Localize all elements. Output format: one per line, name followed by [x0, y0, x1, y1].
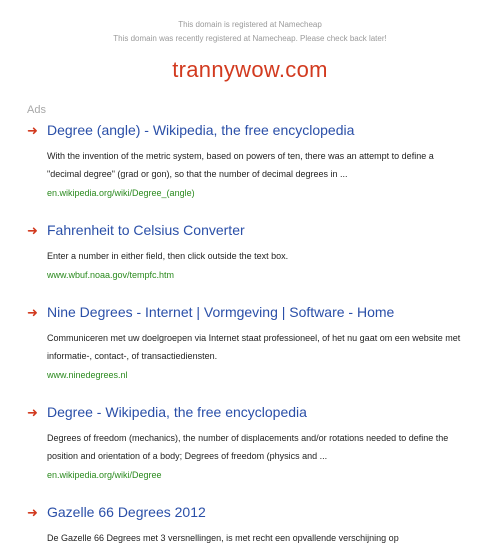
ads-list	[27, 121, 500, 547]
ad-title-link[interactable]: Degree - Wikipedia, the free encyclopedia	[47, 404, 307, 420]
registration-subnotice: This domain was recently registered at Namecheap. Please check back later!	[113, 34, 387, 43]
arrow-right-icon: ➜	[27, 305, 38, 320]
ad-url-link[interactable]: en.wikipedia.org/wiki/Degree_(angle)	[47, 188, 195, 198]
ad-description: Enter a number in either field, then click outside the text box.	[47, 251, 289, 261]
arrow-right-icon: ➜	[27, 405, 38, 420]
arrow-right-icon: ➜	[27, 505, 38, 520]
ad-item	[27, 503, 500, 547]
ad-url-link[interactable]: en.wikipedia.org/wiki/Degree	[47, 470, 162, 480]
ad-url-link[interactable]: www.ninedegrees.nl	[47, 370, 128, 380]
domain-title: trannywow.com	[172, 57, 328, 82]
arrow-right-icon: ➜	[27, 123, 38, 138]
ad-url-link[interactable]: www.wbuf.noaa.gov/tempfc.htm	[47, 270, 175, 280]
ad-description: Communiceren met uw doelgroepen via Internet staat professioneel, of het nu gaat om een website met informatie-, contact-, of transactiediensten.	[47, 333, 461, 361]
ad-title-link[interactable]: Fahrenheit to Celsius Converter	[47, 222, 245, 238]
ad-title-link[interactable]: Degree (angle) - Wikipedia, the free encyclopedia	[47, 122, 355, 138]
ad-item	[27, 221, 500, 283]
ad-description: With the invention of the metric system, based on powers of ten, there was an attempt to define a "decimal degree" (grad or gon), so that the number of decimal degrees in ...	[47, 151, 434, 179]
ad-item	[27, 303, 500, 383]
ad-title-link[interactable]: Gazelle 66 Degrees 2012	[47, 504, 206, 520]
ads-label: Ads	[27, 104, 46, 116]
ad-description: Degrees of freedom (mechanics), the number of displacements and/or rotations needed to define the position and orientation of a body; Degrees of freedom (physics and ...	[47, 433, 449, 461]
registration-notice: This domain is registered at Namecheap	[178, 20, 322, 29]
ad-item	[27, 403, 500, 483]
ad-title-link[interactable]: Nine Degrees - Internet | Vormgeving | Software - Home	[47, 304, 395, 320]
ad-description: De Gazelle 66 Degrees met 3 versnellingen, is met recht een opvallende verschijning op	[47, 533, 399, 543]
ad-item	[27, 121, 500, 201]
arrow-right-icon: ➜	[27, 223, 38, 238]
